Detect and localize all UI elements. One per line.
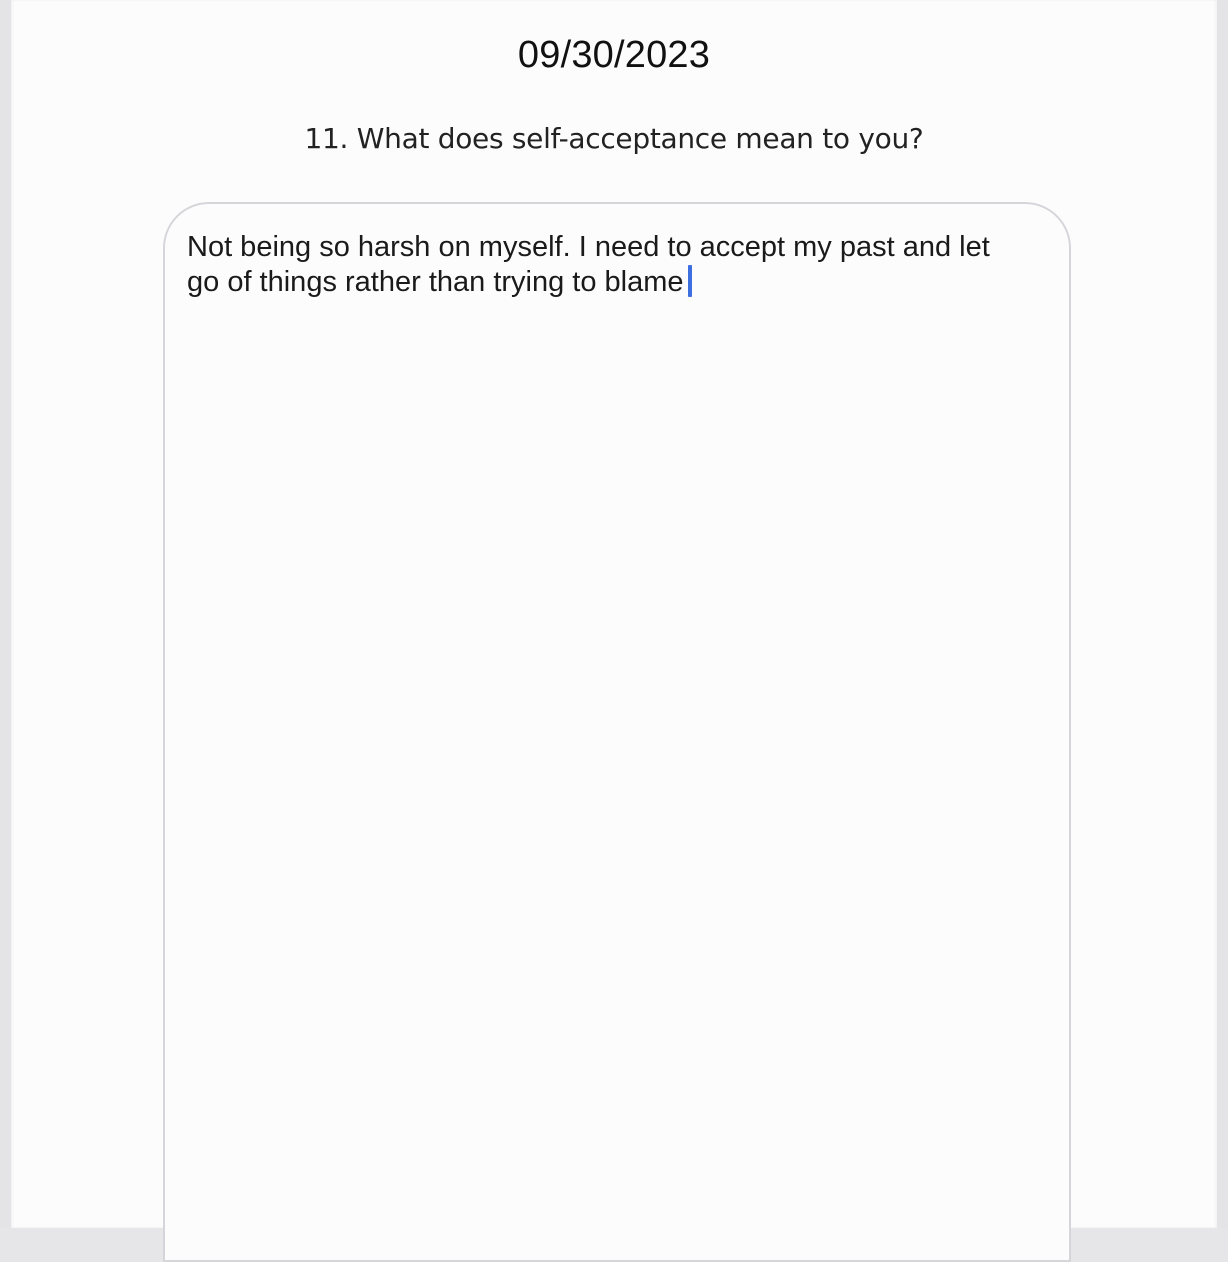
entry-date: 09/30/2023 (517, 34, 711, 76)
answer-text[interactable] (187, 230, 1047, 300)
answer-line-2: go of things rather than trying to blame (187, 266, 684, 298)
journal-page (11, 0, 1217, 1228)
prompt-question: 11. What does self-acceptance mean to you? (304, 122, 924, 155)
answer-textarea[interactable] (163, 202, 1071, 1262)
answer-line-1: Not being so harsh on myself. I need to accept my past and let (187, 231, 990, 263)
text-cursor (688, 265, 692, 297)
